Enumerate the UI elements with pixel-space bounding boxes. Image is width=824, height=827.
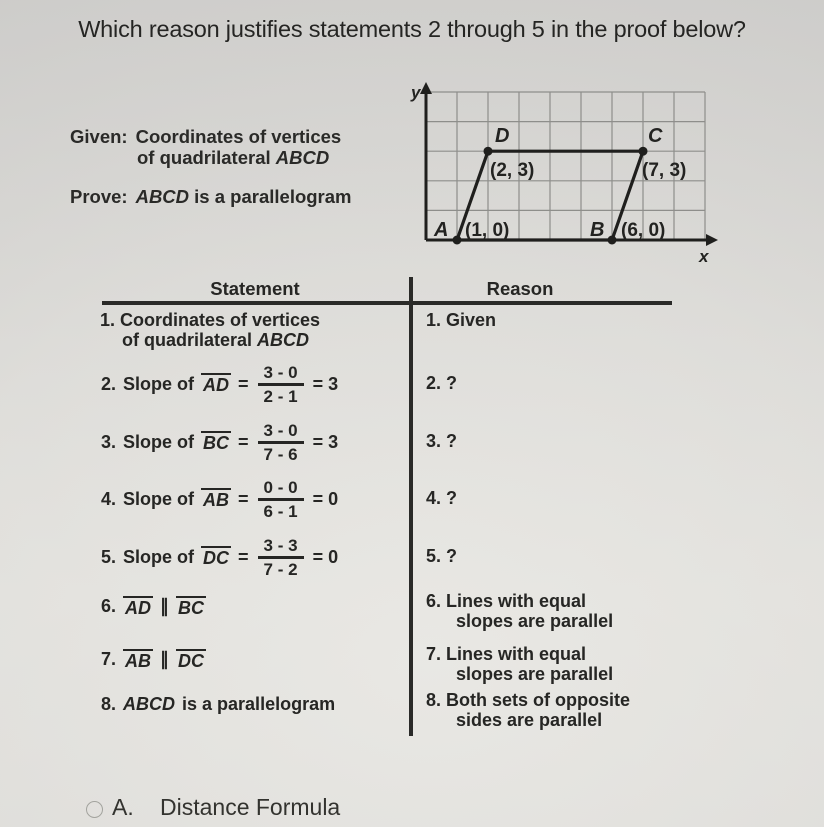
segment-DC: DC	[178, 651, 205, 671]
statement-6-number: 6.	[101, 596, 117, 617]
segment-DC: DC	[203, 548, 230, 569]
equals-sign: =	[238, 488, 249, 509]
vertex-label-A: A	[434, 219, 449, 241]
equals-sign: =	[238, 546, 249, 567]
fraction-result: = 3	[312, 373, 339, 394]
vertex-coords-A: (1, 0)	[465, 220, 510, 241]
fraction-denominator: 7 - 2	[263, 560, 298, 579]
reason-7-line2: slopes are parallel	[456, 663, 614, 684]
reason-4: 4. ?	[426, 488, 458, 508]
y-axis-arrow-icon	[420, 82, 432, 94]
x-axis-label: x	[699, 247, 709, 266]
reason-7-line1: 7. Lines with equal	[426, 644, 587, 664]
fraction-result: = 3	[312, 431, 339, 452]
statement-8	[101, 694, 335, 715]
statement-2-text: Slope of	[123, 373, 195, 394]
statement-4	[101, 476, 338, 523]
statement-1	[100, 311, 320, 350]
vertex-label-D: D	[495, 125, 510, 147]
statement-1-line1: 1. Coordinates of vertices	[100, 310, 321, 330]
prove-label: Prove:	[70, 186, 128, 207]
prove-line	[70, 186, 352, 208]
answer-a-radio-button[interactable]	[86, 801, 103, 818]
statement-3	[101, 419, 338, 466]
given-abcd-math: ABCD	[275, 147, 330, 168]
parallel-symbol: ∥	[160, 649, 170, 670]
statement-3-text: Slope of	[123, 431, 195, 452]
statement-5-text: Slope of	[123, 546, 195, 567]
vertex-coords-C: (7, 3)	[642, 160, 687, 181]
reason-8-line2: sides are parallel	[456, 709, 603, 730]
segment-AB: AB	[203, 490, 230, 511]
reason-column-header: Reason	[486, 278, 554, 299]
fraction-numerator: 3 - 0	[263, 362, 298, 382]
fraction-numerator: 3 - 3	[263, 535, 298, 555]
vertex-dot-B	[608, 236, 617, 245]
answer-a-letter[interactable]: A.	[112, 794, 134, 820]
statement-4-text: Slope of	[123, 488, 195, 509]
fraction-result: = 0	[312, 546, 339, 567]
reason-7	[426, 645, 613, 684]
x-axis-arrow-icon	[706, 234, 718, 246]
given-line1	[70, 126, 341, 148]
statement-2	[101, 361, 338, 408]
statement-7-number: 7.	[101, 649, 117, 670]
segment-BC: BC	[203, 433, 230, 454]
reason-6-line2: slopes are parallel	[456, 610, 614, 631]
fraction-denominator: 2 - 1	[263, 387, 298, 406]
given-text-line1: Coordinates of vertices	[135, 126, 342, 147]
statement-7	[101, 649, 206, 671]
equals-sign: =	[238, 373, 249, 394]
table-column-divider	[409, 277, 413, 736]
reason-6-line1: 6. Lines with equal	[426, 591, 587, 611]
statement-8-text: is a parallelogram	[182, 694, 336, 714]
vertex-label-C: C	[648, 125, 663, 147]
fraction-denominator: 7 - 6	[263, 445, 298, 464]
fraction	[258, 419, 304, 466]
segment-BC: BC	[178, 598, 205, 618]
equals-sign: =	[238, 431, 249, 452]
statement-6	[101, 596, 206, 618]
reason-3: 3. ?	[426, 431, 458, 451]
vertex-dot-C	[639, 147, 648, 156]
statement-1-line2	[100, 331, 320, 351]
segment-AB: AB	[125, 651, 152, 671]
statement-1-abcd-math: ABCD	[257, 329, 310, 350]
statement-1-line2-text: of quadrilateral	[122, 329, 253, 350]
fraction	[258, 534, 304, 581]
statement-column-header: Statement	[210, 278, 300, 299]
statement-5-number: 5.	[101, 546, 117, 567]
parallel-symbol: ∥	[160, 596, 170, 617]
statement-8-number: 8.	[101, 694, 117, 714]
given-text-line2: of quadrilateral	[137, 147, 271, 168]
parallelogram-graph	[403, 80, 725, 272]
statement-2-number: 2.	[101, 373, 117, 394]
reason-2: 2. ?	[426, 373, 458, 393]
reason-6	[426, 592, 613, 631]
answer-a-label[interactable]: Distance Formula	[160, 794, 341, 820]
segment-AD: AD	[125, 598, 152, 618]
vertex-label-B: B	[590, 219, 605, 241]
prove-abcd-math: ABCD	[135, 186, 190, 207]
statement-4-number: 4.	[101, 488, 117, 509]
fraction	[258, 476, 304, 523]
reason-8	[426, 691, 630, 730]
prove-text: is a parallelogram	[194, 186, 352, 207]
vertex-dot-D	[484, 147, 493, 156]
y-axis-label: y	[411, 83, 421, 102]
fraction-result: = 0	[312, 488, 339, 509]
vertex-dot-A	[453, 236, 462, 245]
fraction	[258, 361, 304, 408]
segment-AD: AD	[203, 375, 230, 396]
reason-8-line1: 8. Both sets of opposite	[426, 690, 631, 710]
question-title: Which reason justifies statements 2 through 5 in the proof below?	[78, 16, 746, 42]
statement-3-number: 3.	[101, 431, 117, 452]
fraction-numerator: 3 - 0	[263, 420, 298, 440]
given-line2	[137, 147, 329, 169]
statement-8-abcd-math: ABCD	[123, 694, 176, 714]
given-label: Given:	[70, 126, 128, 147]
statement-5	[101, 534, 338, 581]
table-header-rule	[102, 301, 672, 305]
reason-5: 5. ?	[426, 546, 458, 566]
vertex-coords-D: (2, 3)	[490, 160, 535, 181]
fraction-denominator: 6 - 1	[263, 502, 298, 521]
vertex-coords-B: (6, 0)	[621, 220, 666, 241]
reason-1: 1. Given	[426, 310, 497, 330]
fraction-numerator: 0 - 0	[263, 477, 298, 497]
